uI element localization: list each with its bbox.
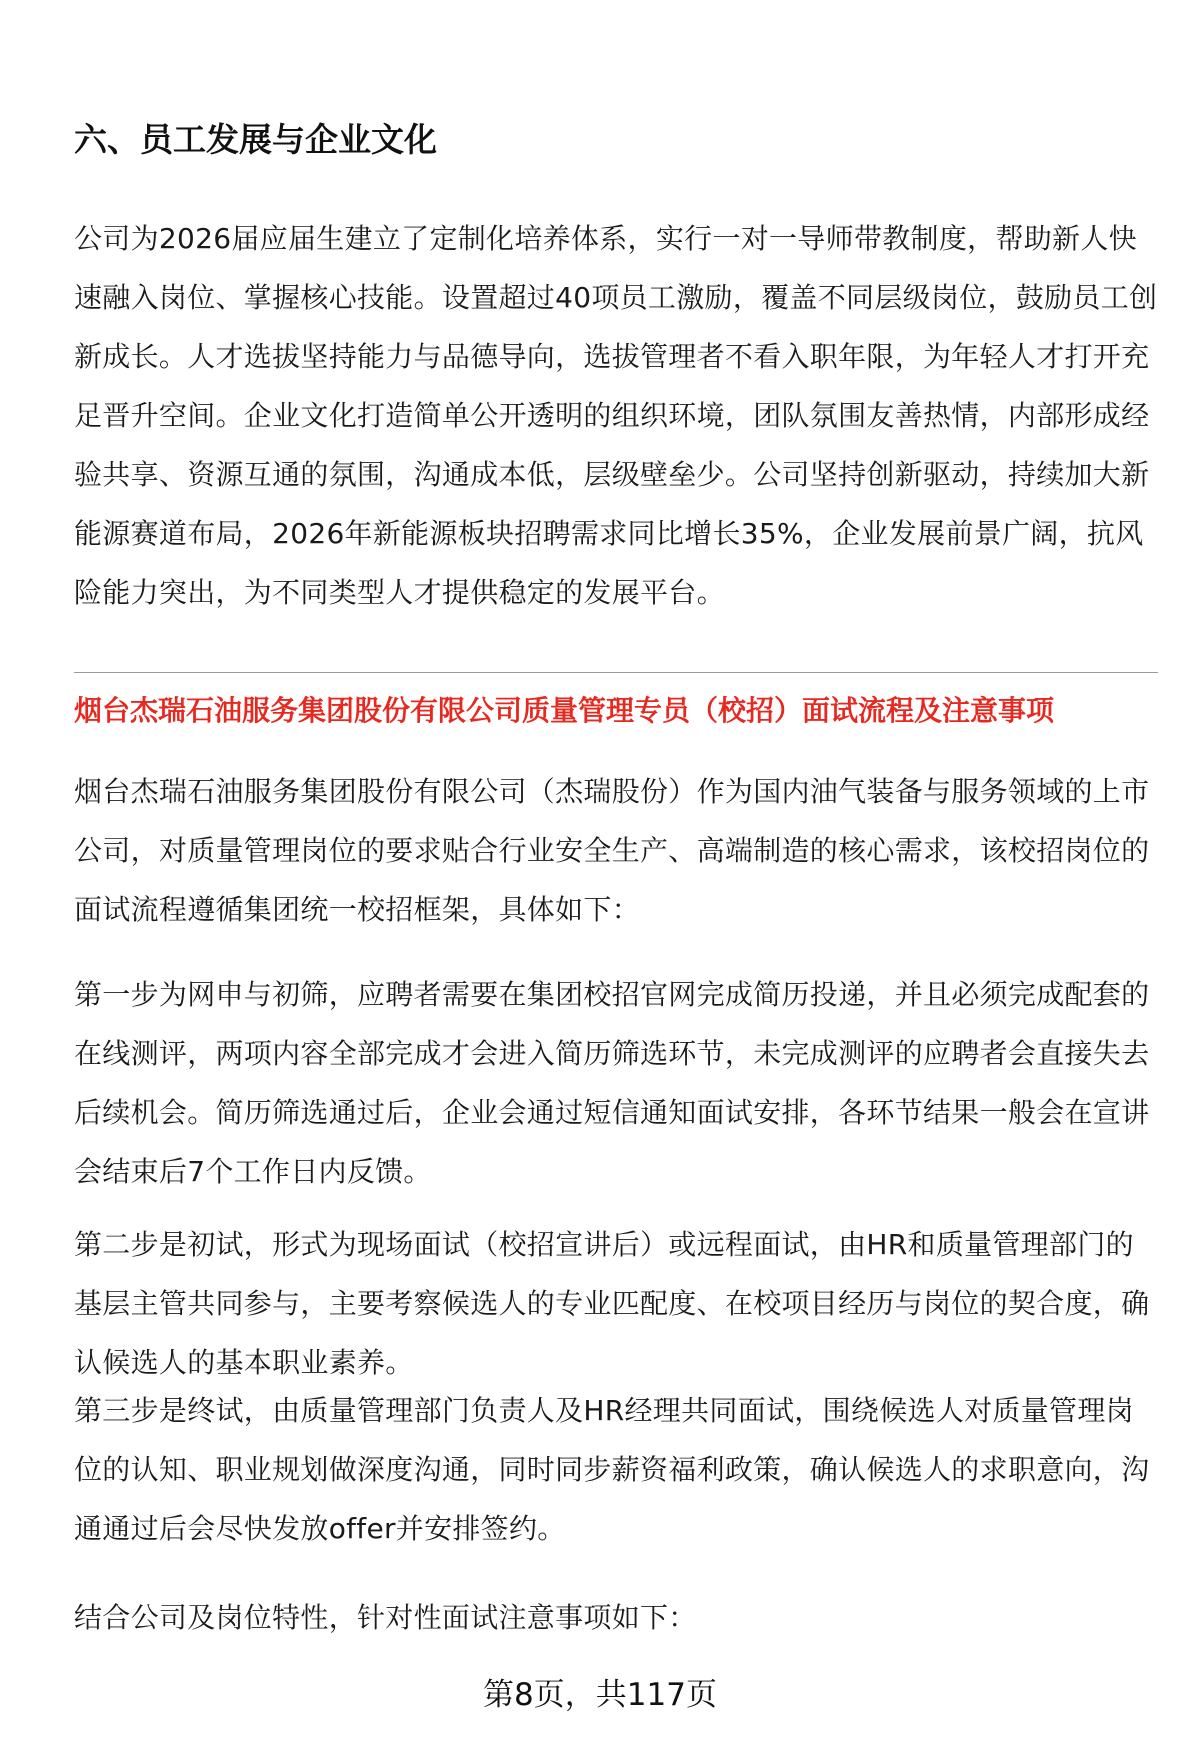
article-title: 烟台杰瑞石油服务集团股份有限公司质量管理专员（校招）面试流程及注意事项 bbox=[74, 694, 1055, 727]
section-heading: 六、员工发展与企业文化 bbox=[74, 120, 437, 159]
divider-line bbox=[74, 672, 1158, 673]
step-two-paragraph: 第二步是初试，形式为现场面试（校招宣讲后）或远程面试，由HR和质量管理部门的基层主管共同参与，主要考察候选人的专业匹配度、在校项目经历与岗位的契合度，确认候选人的基本职业素养。 bbox=[74, 1228, 1150, 1379]
notes-intro: 结合公司及岗位特性，针对性面试注意事项如下： bbox=[74, 1601, 697, 1634]
step-three-paragraph: 第三步是终试，由质量管理部门负责人及HR经理共同面试，围绕候选人对质量管理岗位的认知、职业规划做深度沟通，同时同步薪资福利政策，确认候选人的求职意向，沟通通过后会尽快发放offer并安排签约。 bbox=[74, 1394, 1150, 1545]
step-one-paragraph: 第一步为网申与初筛，应聘者需要在集团校招官网完成简历投递，并且必须完成配套的在线测评，两项内容全部完成才会进入简历筛选环节，未完成测评的应聘者会直接失去后续机会。简历筛选通过后，企业会通过短信通知面试安排，各环节结果一般会在宣讲会结束后7个工作日内反馈。 bbox=[74, 978, 1150, 1188]
section-paragraph: 公司为2026届应届生建立了定制化培养体系，实行一对一导师带教制度，帮助新人快速融入岗位、掌握核心技能。设置超过40项员工激励，覆盖不同层级岗位，鼓励员工创新成长。人才选拔坚持能力与品德导向，选拔管理者不看入职年限，为年轻人才打开充足晋升空间。企业文化打造简单公开透明的组织环境，团队氛围友善热情，内部形成经验共享、资源互通的氛围，沟通成本低，层级壁垒少。公司坚持创新驱动，持续加大新能源赛道布局，2026年新能源板块招聘需求同比增长35%，企业发展前景广阔，抗风险能力突出，为不同类型人才提供稳定的发展平台。 bbox=[74, 222, 1158, 609]
article-intro: 烟台杰瑞石油服务集团股份有限公司（杰瑞股份）作为国内油气装备与服务领域的上市公司，对质量管理岗位的要求贴合行业安全生产、高端制造的核心需求，该校招岗位的面试流程遵循集团统一校招框架，具体如下： bbox=[74, 775, 1150, 926]
page-number: 第8页，共117页 bbox=[483, 1677, 717, 1713]
